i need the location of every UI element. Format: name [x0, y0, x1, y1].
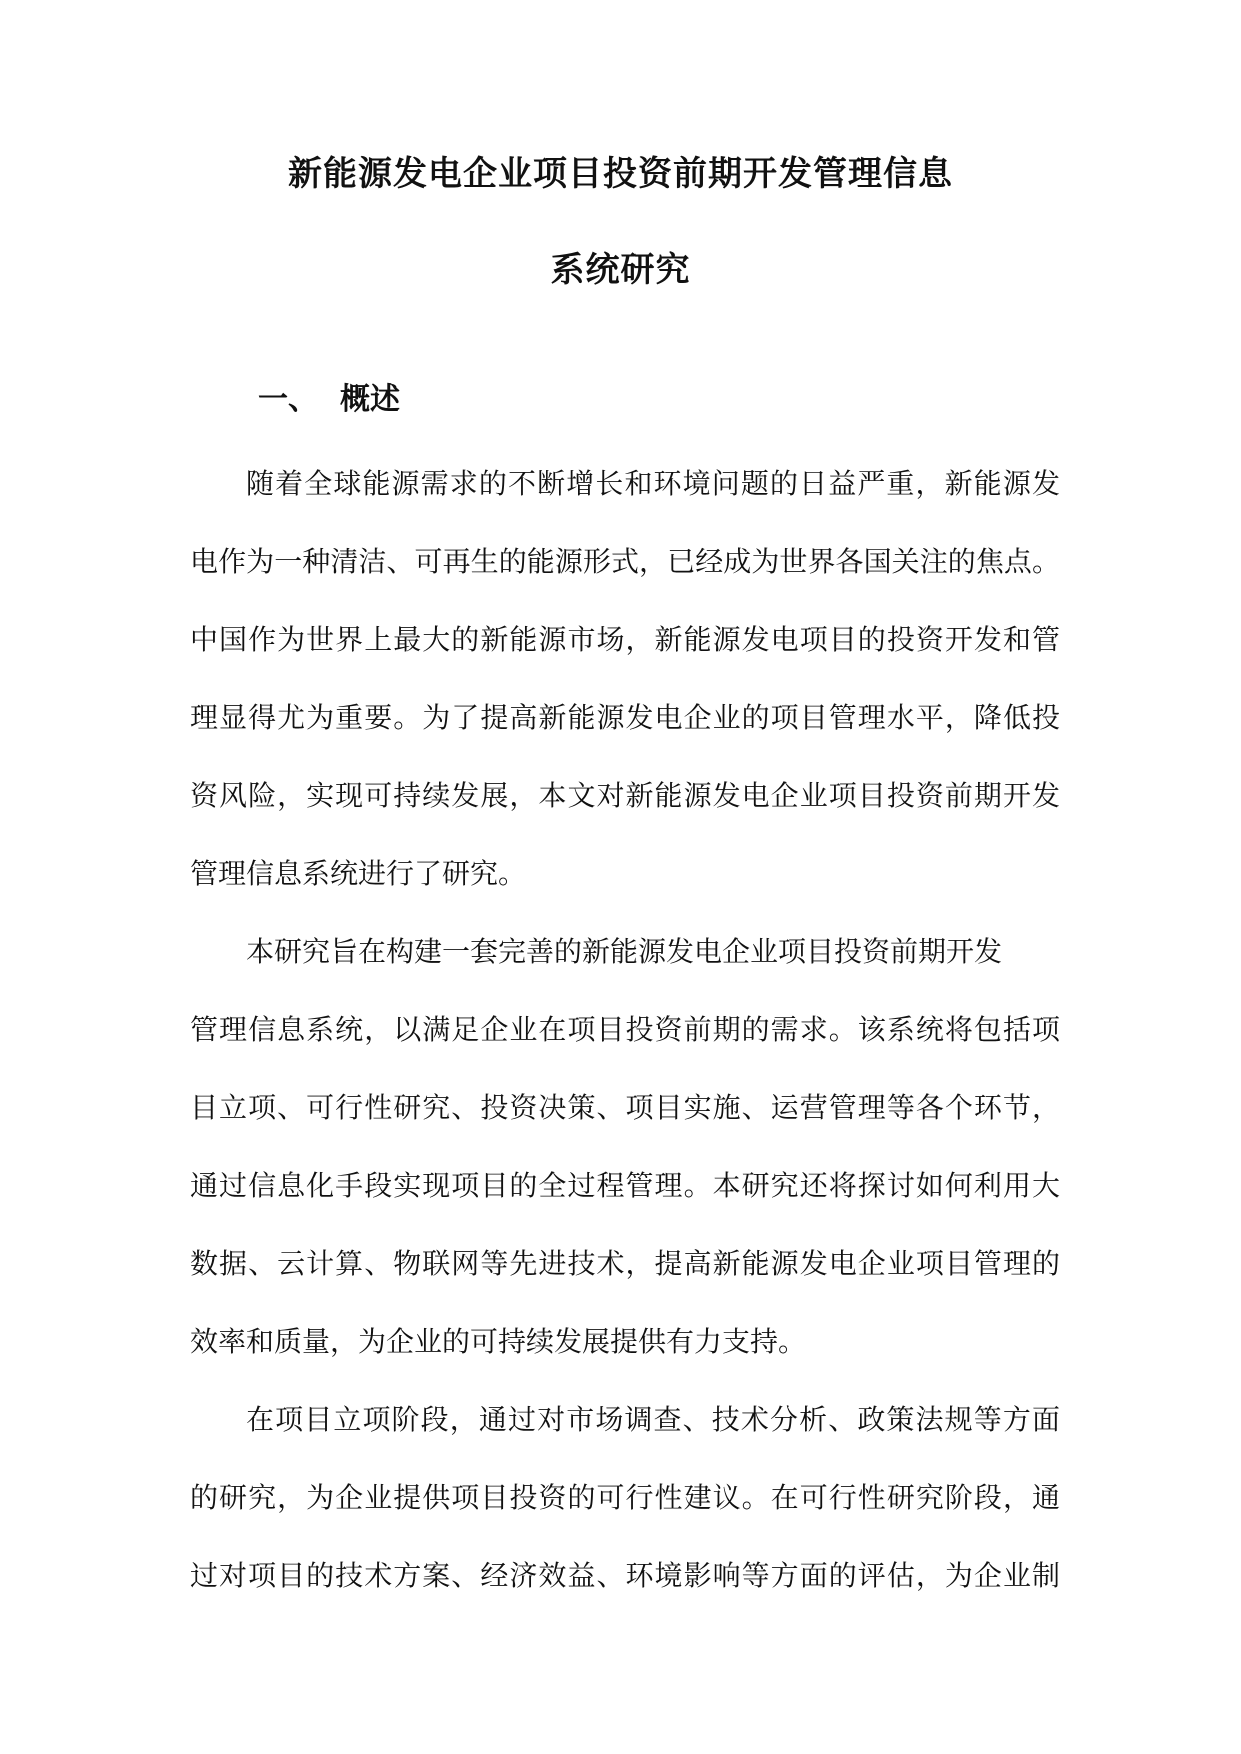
section-heading	[258, 380, 400, 420]
paragraph-2-line-1: 本研究旨在构建一套完善的新能源发电企业项目投资前期开发	[246, 935, 1003, 968]
section-title: 概述	[340, 382, 400, 417]
paragraph-2-line-5: 数据、云计算、物联网等先进技术，提高新能源发电企业项目管理的	[190, 1247, 1060, 1280]
document-title-line-1: 新能源发电企业项目投资前期开发管理信息	[288, 154, 953, 194]
paragraph-3-line-2: 的研究，为企业提供项目投资的可行性建议。在可行性研究阶段，通	[190, 1481, 1060, 1514]
document-title-line-2: 系统研究	[550, 250, 691, 290]
paragraph-1-line-3: 中国作为世界上最大的新能源市场，新能源发电项目的投资开发和管	[190, 623, 1060, 656]
section-number: 一、	[258, 382, 318, 417]
paragraph-2-line-4: 通过信息化手段实现项目的全过程管理。本研究还将探讨如何利用大	[190, 1169, 1060, 1202]
paragraph-3-line-3: 过对项目的技术方案、经济效益、环境影响等方面的评估，为企业制	[190, 1559, 1060, 1592]
paragraph-1-line-5: 资风险，实现可持续发展，本文对新能源发电企业项目投资前期开发	[190, 779, 1060, 812]
paragraph-1-line-6: 管理信息系统进行了研究。	[190, 857, 527, 890]
paragraph-2-line-6: 效率和质量，为企业的可持续发展提供有力支持。	[190, 1325, 807, 1358]
paragraph-3-line-1: 在项目立项阶段，通过对市场调查、技术分析、政策法规等方面	[246, 1403, 1060, 1436]
paragraph-2-line-3: 目立项、可行性研究、投资决策、项目实施、运营管理等各个环节，	[190, 1091, 1060, 1124]
body-text	[190, 462, 1060, 1632]
paragraph-1-line-4: 理显得尤为重要。为了提高新能源发电企业的项目管理水平，降低投	[190, 701, 1060, 734]
paragraph-1-line-1: 随着全球能源需求的不断增长和环境问题的日益严重，新能源发	[246, 467, 1060, 500]
paragraph-1-line-2: 电作为一种清洁、可再生的能源形式，已经成为世界各国关注的焦点。	[190, 545, 1060, 578]
paragraph-2-line-2: 管理信息系统，以满足企业在项目投资前期的需求。该系统将包括项	[190, 1013, 1060, 1046]
